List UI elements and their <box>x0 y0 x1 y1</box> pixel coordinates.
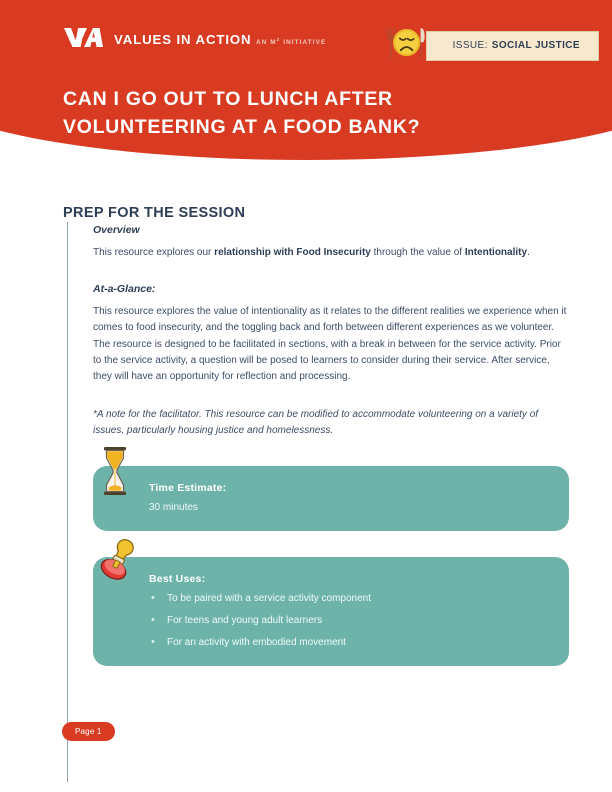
issue-value: SOCIAL JUSTICE <box>491 40 580 51</box>
title-line-2: VOLUNTEERING AT A FOOD BANK? <box>63 116 421 139</box>
best-uses-title: Best Uses: <box>149 572 206 585</box>
page-title <box>63 85 533 142</box>
via-logo <box>63 26 326 53</box>
pushpin-icon <box>93 535 143 592</box>
at-a-glance-heading: At-a-Glance: <box>93 283 156 296</box>
overview-block <box>93 224 569 261</box>
time-estimate-title: Time Estimate: <box>149 481 227 494</box>
issue-badge <box>384 24 599 67</box>
issue-label <box>426 31 599 61</box>
left-vertical-rule <box>67 222 68 782</box>
at-a-glance-text: This resource explores the value of intentionality as it relates to the different realities we experience when it comes to food insecurity, and the toggling back and forth between different experiences as we volunteer. The resource is designed to be facilitated in sections, with a break in between for the service activity. Prior to the service activity, a question will be posed to learners to consider during their service. After service, they will have an opportunity for reflection and processing. <box>93 306 567 382</box>
best-uses-list <box>149 593 547 648</box>
sad-face-plate-icon <box>384 24 430 67</box>
hourglass-icon <box>93 444 137 505</box>
main-content <box>93 224 569 666</box>
overview-heading: Overview <box>93 224 140 236</box>
page-header <box>0 0 612 160</box>
best-uses-card <box>93 557 569 666</box>
best-uses-body <box>93 557 569 666</box>
title-line-1: CAN I GO OUT TO LUNCH AFTER <box>63 88 393 111</box>
logo-title: VALUES IN ACTION <box>114 31 252 47</box>
at-a-glance-block <box>93 283 569 385</box>
list-item: • For an activity with embodied movement <box>149 637 547 648</box>
overview-text: This resource explores our relationship with Food Insecurity through the value of Intentionality. <box>93 247 530 258</box>
time-estimate-value: 30 minutes <box>149 501 198 513</box>
time-estimate-card <box>93 466 569 531</box>
list-item: • For teens and young adult learners <box>149 615 547 626</box>
facilitator-note: *A note for the facilitator. This resource can be modified to accommodate volunteering on a variety of issues, particularly housing justice and homelessness. <box>93 409 539 437</box>
issue-key: ISSUE: <box>452 40 488 51</box>
via-monogram-icon <box>63 26 103 53</box>
logo-subtitle: AN $M^2$ INITIATIVE <box>255 36 327 46</box>
list-item: • To be paired with a service activity component <box>149 593 547 604</box>
section-heading: PREP FOR THE SESSION <box>63 205 246 222</box>
time-estimate-body <box>93 466 569 531</box>
page-number-badge: Page 1 <box>62 722 115 741</box>
